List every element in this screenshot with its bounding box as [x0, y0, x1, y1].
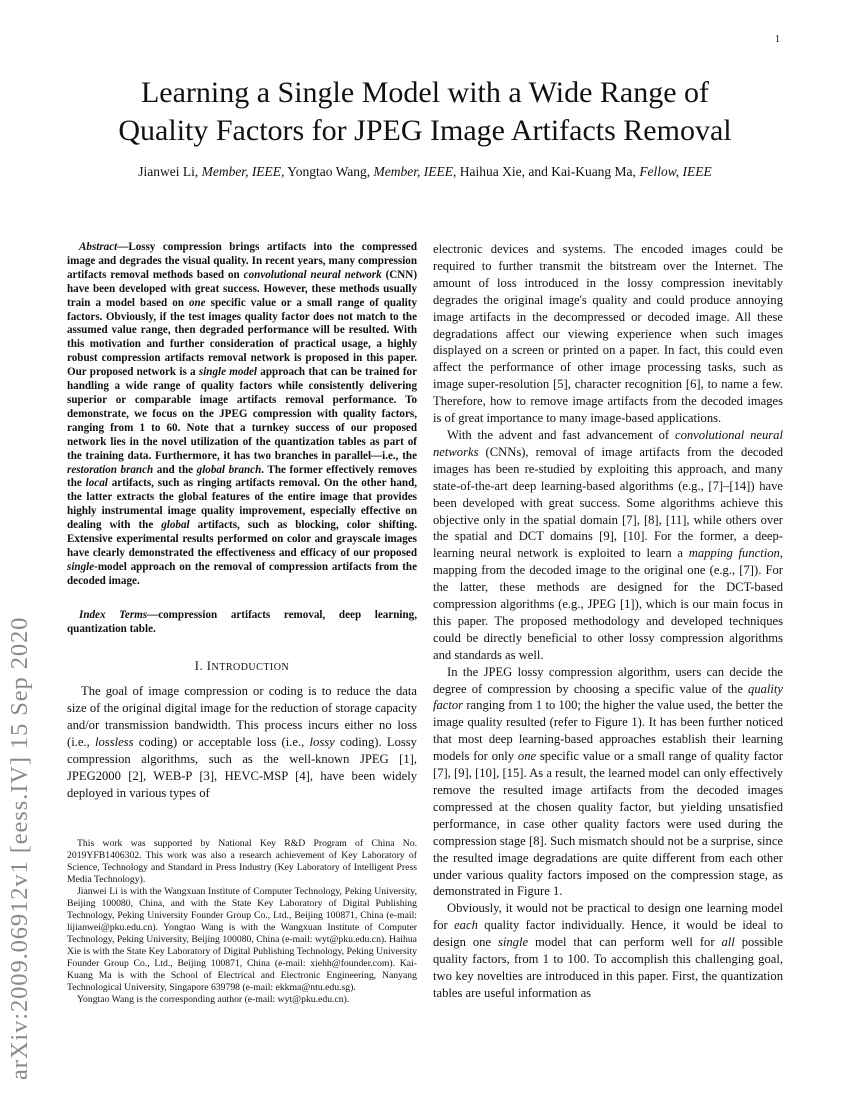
body-emphasis: quality factor	[433, 681, 783, 713]
body-text: With the advent and fast advancement of	[447, 427, 675, 442]
author-list	[60, 164, 790, 180]
abstract-emphasis: single	[67, 560, 95, 573]
abstract-text: —Lossy compression brings artifacts into the compressed image and degrades the visual quality. In recent years, many compression artifacts removal methods based on	[67, 241, 417, 281]
body-text: Obviously, it would not be practical to design one learning model for	[433, 901, 783, 933]
body-emphasis: all	[721, 935, 735, 950]
index-terms	[67, 609, 417, 637]
abstract-text: and the	[153, 463, 197, 476]
footnote-corresponding-author: Yongtao Wang is the corresponding author (e-mail: wyt@pku.edu.cn).	[77, 994, 350, 1005]
abstract-lead: Abstract	[79, 241, 118, 253]
intro-paragraph	[67, 683, 417, 801]
abstract-emphasis: convolutional neural network	[243, 268, 382, 281]
body-emphasis: convolutional neural networks	[433, 427, 783, 459]
abstract-emphasis: local	[85, 477, 108, 490]
body-text: , mapping from the decoded image to the original one (e.g., [7]). For the latter, these methods are designed for the DCT-based compression algorithms (e.g., JPEG [1]), which is our main focus in this paper. The proposed methodology and developed techniques could be directly beneficial to other lossy compression algorithms and standards as well.	[433, 546, 783, 662]
author-role: Fellow, IEEE	[639, 164, 712, 179]
body-paragraph	[433, 900, 783, 1001]
body-paragraph	[433, 664, 783, 901]
abstract-text: artifacts, such as blocking, color shifting. Extensive experimental results performed on color and grayscale images have clearly demonstrated the effectiveness and efficacy of our proposed	[67, 519, 417, 559]
abstract-emphasis: global branch	[196, 463, 262, 476]
body-emphasis: one	[517, 749, 537, 764]
left-column	[67, 241, 417, 802]
abstract-emphasis: restoration branch	[67, 463, 154, 476]
abstract-text: approach that can be trained for handling a wide range of quality factors while consistently delivering superior or comparable image artifacts removal performance. To demonstrate, we focus on the JPEG compression with quality factors, ranging from 1 to 60. Note that a turnkey success of our proposed network lies in the novel utilization of the quantization tables as part of the training data. Furthermore, it has two branches in parallel—i.e., the	[67, 366, 417, 462]
abstract-text: -model approach on the removal of compression artifacts from the decoded image.	[67, 560, 417, 587]
body-text: specific value or a small range of quality factor [7], [9], [10], [15]. As a result, the learned model can only effectively remove the resulted image artifacts from the decoded images compressed at the chosen quality factor, but yielding unsatisfied performance, in case other quality factors were used during the compression stage [8]. Such mismatch should not be a surprise, since the resulted image degradations are quite different from each other under various quality factors imposed on the compression stage, as demonstrated in Figure 1.	[433, 749, 783, 899]
body-text: ranging from 1 to 100; the higher the value used, the better the image quality resulted (refer to Figure 1). It has been further noticed that most deep learning-based approaches establish their learning models for only	[433, 698, 783, 764]
arxiv-identifier-stamp: arXiv:2009.06912v1 [eess.IV] 15 Sep 2020	[6, 616, 33, 1080]
right-column	[433, 241, 783, 1002]
abstract-text: specific value or a small range of quality factors. Obviously, if the test images quality factor does not match to the assumed value range, then degraded performance will be resulted. With this motivation and further consideration of practical usage, a highly robust compression artifacts removal network is proposed in this paper. Our proposed network is a	[67, 296, 417, 379]
author-text: Jianwei Li,	[138, 164, 202, 179]
abstract-text: . The former effectively removes the	[67, 463, 417, 490]
section-heading-introduction	[67, 658, 417, 677]
body-paragraph: electronic devices and systems. The encoded images could be required to further transmit the bitstream over the Internet. The amount of loss introduced in the lossy compression inevitably degrades the original image's quality and could produce annoying image artifacts in the decompressed or decoded image. All these degradations affect our viewing experience when such images displayed on a screen or printed on a paper. In fact, this could even affect the performance of other image processing tasks, such as image super-resolution [5], character recognition [6], to name a few. Therefore, how to remove image artifacts from the decoded images is of great importance to many image-based applications.	[433, 242, 783, 426]
footnote-funding: This work was supported by National Key R&D Program of China No. 2019YFB1406302. This work was also a research achievement of Key Laboratory of Science, Technology and Standard in Press Industry (Key Laboratory of Intelligent Press Media Technology).	[67, 838, 417, 885]
abstract-text: artifacts, such as ringing artifacts removal. On the other hand, the latter extracts the global features of the entire image that provides highly instrumental image quality improvement, especially effective on dealing with the	[67, 477, 418, 532]
body-text: coding). Lossy compression algorithms, such as the well-known JPEG [1], JPEG2000 [2], WEB-P [3], HEVC-MSP [4], have been widely deployed in various types of	[67, 735, 417, 800]
title-line-2: Quality Factors for JPEG Image Artifacts Removal	[118, 114, 732, 147]
body-text: coding) or acceptable loss (i.e.,	[133, 735, 310, 750]
author-role: Member, IEEE	[373, 164, 453, 179]
body-emphasis: lossy	[309, 735, 335, 750]
abstract-text: (CNN) have been developed with great success. However, these methods usually train a model based on	[67, 268, 418, 309]
body-text: quality factor individually. Hence, it would be ideal to design one	[433, 918, 783, 950]
body-text: (CNNs), removal of image artifacts from the decoded images has been re-studied by exploiting this approach, and many state-of-the-art deep learning-based algorithms (e.g., [7]–[14]) have been developed with great success. Some algorithms achieve this objective only in the spatial domain [7], [8], [11], while others over the spatial and DCT domains [9], [10]. For the former, a deep-learning neural network is exploited to learn a	[433, 444, 783, 561]
body-text: The goal of image compression or coding is to reduce the data size of the original digital image for the reduction of storage capacity and/or transmission bandwidth. This process incurs either no loss (i.e.,	[67, 684, 417, 750]
author-role: Member, IEEE	[201, 164, 282, 179]
body-emphasis: lossless	[95, 735, 134, 750]
body-emphasis: each	[454, 918, 478, 933]
footnotes	[67, 838, 417, 1006]
abstract-emphasis: global	[161, 519, 190, 532]
body-emphasis: mapping function	[688, 546, 780, 561]
body-paragraph	[433, 427, 783, 664]
section-title: NTRODUCTION	[211, 662, 290, 674]
abstract	[67, 241, 417, 589]
body-text: In the JPEG lossy compression algorithm, users can decide the degree of compression by choosing a specific value of the	[433, 664, 783, 696]
footnote-affiliations: Jianwei Li is with the Wangxuan Institute of Computer Technology, Peking University, Beijing 100080, China, and with the State Key Laboratory of Digital Publishing Technology, Peking University Founder Group Co., Ltd., Beijing 100871, China (e-mail: lijianwei@pku.edu.cn). Yongtao Wang is with the Wangxuan Institute of Computer Technology, Peking University, Beijing 100080, China (e-mail: wyt@pku.edu.cn). Haihua Xie is with the State Key Laboratory of Digital Publishing Technology, Peking University Founder Group Co., Ltd., Beijing 100871, China (e-mail: xiehh@founder.com). Kai-Kuang Ma is with the School of Electrical and Electronic Engineering, Nanyang Technological University, Singapore 639798 (e-mail: ekkma@ntu.edu.sg).	[67, 886, 417, 993]
title-line-1: Learning a Single Model with a Wide Range of	[140, 76, 710, 109]
abstract-emphasis: single model	[198, 366, 258, 379]
section-numeral: I. I	[194, 659, 212, 674]
body-text: model that can perform well for	[528, 935, 722, 950]
author-text: , Haihua Xie, and Kai-Kuang Ma,	[452, 164, 640, 179]
page-number: 1	[775, 34, 780, 45]
body-emphasis: single	[497, 935, 529, 950]
author-text: , Yongtao Wang,	[281, 164, 374, 179]
paper-title	[60, 74, 790, 150]
index-terms-lead: Index Terms	[79, 608, 148, 621]
body-text: possible quality factors, from 1 to 100. To accomplish this challenging goal, two key novelties are introduced in this paper. First, the quantization tables are useful information as	[433, 935, 783, 1000]
abstract-emphasis: one	[188, 296, 206, 309]
index-terms-text: —compression artifacts removal, deep learning, quantization table.	[67, 608, 417, 635]
